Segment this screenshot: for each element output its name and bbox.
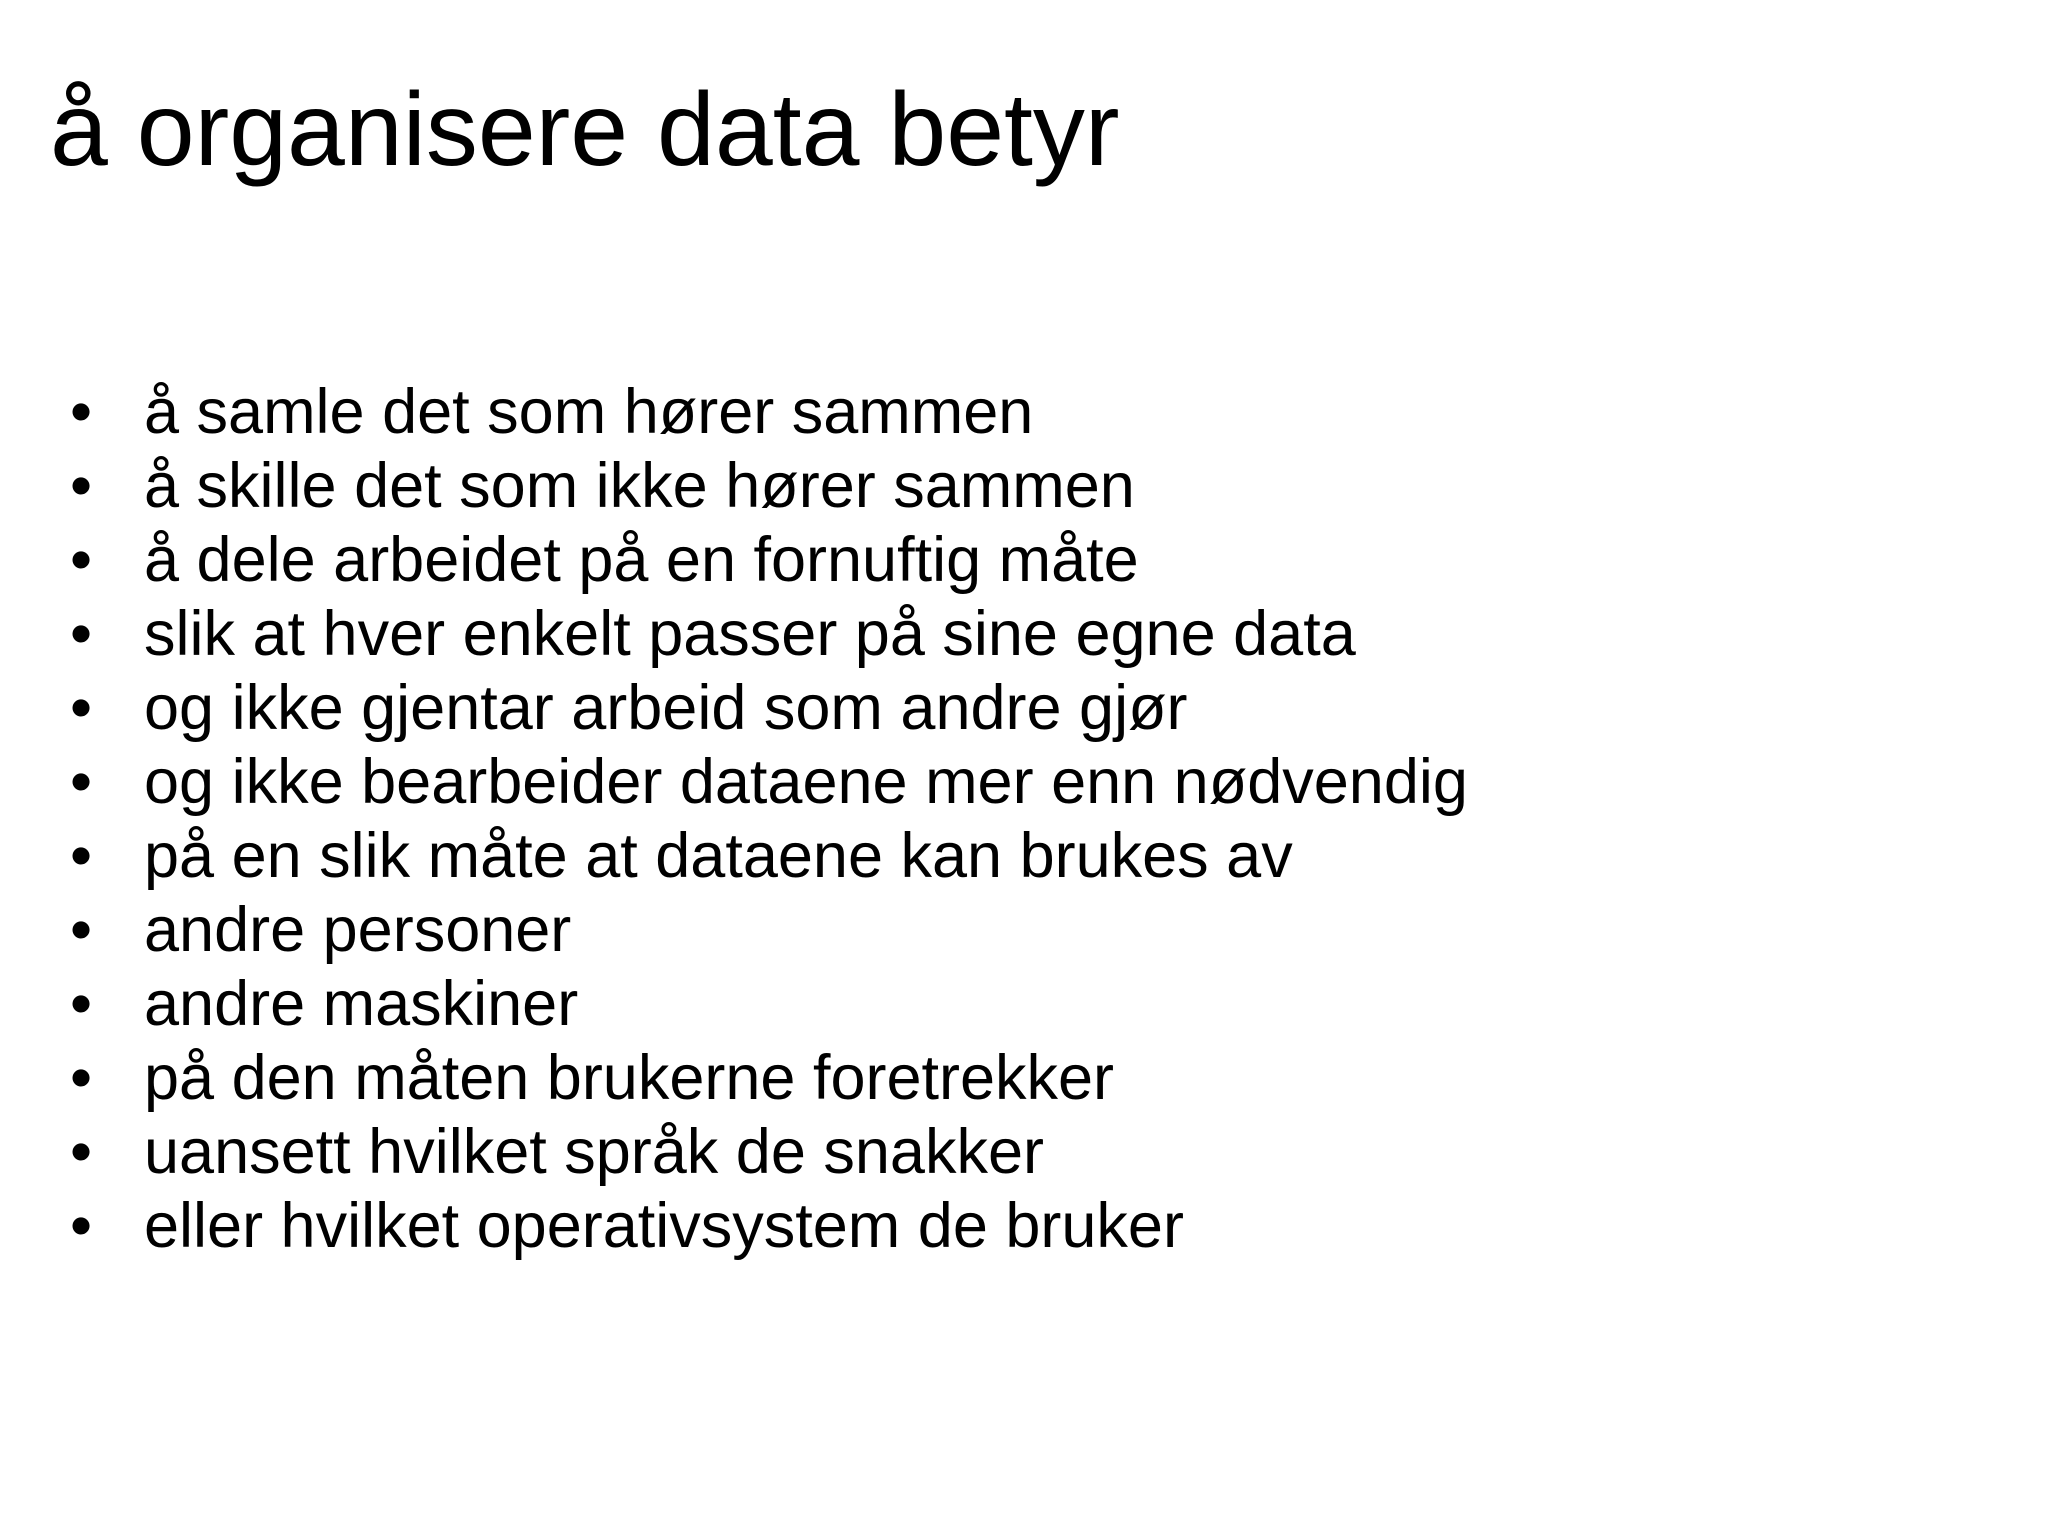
list-item	[70, 819, 1468, 893]
bullet-icon: •	[70, 1043, 93, 1113]
list-item-text: andre personer	[144, 895, 572, 965]
list-item-text: og ikke gjentar arbeid som andre gjør	[144, 673, 1188, 743]
list-item	[70, 1041, 1468, 1115]
list-item	[70, 671, 1468, 745]
bullet-icon: •	[70, 747, 93, 817]
list-item	[70, 893, 1468, 967]
bullet-icon: •	[70, 1191, 93, 1261]
bullet-icon: •	[70, 377, 93, 447]
bullet-icon: •	[70, 599, 93, 669]
bullet-icon: •	[70, 969, 93, 1039]
list-item-text: og ikke bearbeider dataene mer enn nødvendig	[144, 747, 1468, 817]
list-item-text: å samle det som hører sammen	[144, 377, 1034, 447]
bullet-icon: •	[70, 1117, 93, 1187]
list-item	[70, 375, 1468, 449]
list-item	[70, 597, 1468, 671]
list-item-text: å dele arbeidet på en fornuftig måte	[144, 525, 1139, 595]
list-item-text: på den måten brukerne foretrekker	[144, 1043, 1115, 1113]
list-item	[70, 745, 1468, 819]
list-item	[70, 967, 1468, 1041]
list-item	[70, 449, 1468, 523]
list-item-text: å skille det som ikke hører sammen	[144, 451, 1135, 521]
list-item-text: slik at hver enkelt passer på sine egne data	[144, 599, 1356, 669]
list-item-text: eller hvilket operativsystem de bruker	[144, 1191, 1184, 1261]
list-item	[70, 523, 1468, 597]
bullet-icon: •	[70, 451, 93, 521]
bullet-icon: •	[70, 895, 93, 965]
bullet-list	[70, 375, 1468, 1263]
list-item-text: på en slik måte at dataene kan brukes av	[144, 821, 1293, 891]
slide-title: å organisere data betyr	[50, 72, 1120, 188]
list-item	[70, 1189, 1468, 1263]
bullet-icon: •	[70, 821, 93, 891]
bullet-icon: •	[70, 525, 93, 595]
list-item	[70, 1115, 1468, 1189]
list-item-text: andre maskiner	[144, 969, 579, 1039]
list-item-text: uansett hvilket språk de snakker	[144, 1117, 1044, 1187]
bullet-icon: •	[70, 673, 93, 743]
